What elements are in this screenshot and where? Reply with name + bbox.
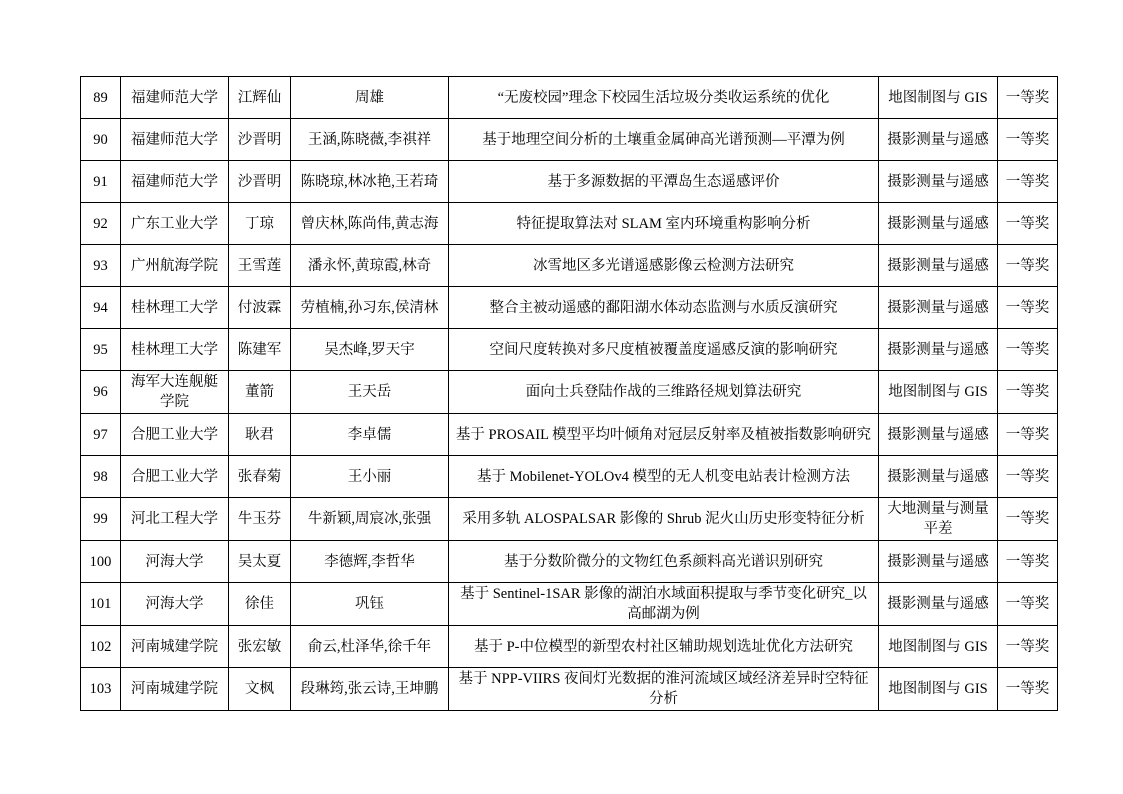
cell-award-level: 一等奖 [998, 541, 1058, 583]
table-row [81, 77, 1058, 119]
table-row [81, 119, 1058, 161]
cell-project-title: 空间尺度转换对多尺度植被覆盖度遥感反演的影响研究 [449, 329, 879, 371]
cell-entry-number: 94 [81, 287, 121, 329]
cell-award-level: 一等奖 [998, 77, 1058, 119]
cell-entry-number: 96 [81, 371, 121, 414]
cell-school-name: 合肥工业大学 [121, 414, 229, 456]
table-row [81, 203, 1058, 245]
cell-entry-number: 103 [81, 668, 121, 711]
cell-student-names: 吴杰峰,罗天宇 [291, 329, 449, 371]
cell-student-names: 段琳筠,张云诗,王坤鹏 [291, 668, 449, 711]
cell-school-name: 福建师范大学 [121, 161, 229, 203]
cell-award-level: 一等奖 [998, 329, 1058, 371]
cell-competition-category: 摄影测量与遥感 [879, 456, 998, 498]
cell-award-level: 一等奖 [998, 498, 1058, 541]
cell-competition-category: 摄影测量与遥感 [879, 161, 998, 203]
cell-school-name: 广东工业大学 [121, 203, 229, 245]
cell-advisor-name: 丁琼 [229, 203, 291, 245]
cell-advisor-name: 文枫 [229, 668, 291, 711]
cell-project-title: 冰雪地区多光谱遥感影像云检测方法研究 [449, 245, 879, 287]
cell-award-level: 一等奖 [998, 414, 1058, 456]
cell-award-level: 一等奖 [998, 245, 1058, 287]
cell-entry-number: 101 [81, 583, 121, 626]
cell-award-level: 一等奖 [998, 668, 1058, 711]
cell-competition-category: 摄影测量与遥感 [879, 287, 998, 329]
cell-project-title: 基于多源数据的平潭岛生态遥感评价 [449, 161, 879, 203]
cell-project-title: 整合主被动遥感的鄱阳湖水体动态监测与水质反演研究 [449, 287, 879, 329]
cell-award-level: 一等奖 [998, 371, 1058, 414]
cell-advisor-name: 陈建军 [229, 329, 291, 371]
cell-competition-category: 地图制图与 GIS [879, 371, 998, 414]
cell-entry-number: 95 [81, 329, 121, 371]
cell-entry-number: 92 [81, 203, 121, 245]
cell-entry-number: 98 [81, 456, 121, 498]
table-row [81, 287, 1058, 329]
cell-advisor-name: 徐佳 [229, 583, 291, 626]
cell-school-name: 河海大学 [121, 583, 229, 626]
cell-student-names: 俞云,杜泽华,徐千年 [291, 626, 449, 668]
cell-student-names: 潘永怀,黄琼霞,林奇 [291, 245, 449, 287]
cell-school-name: 河北工程大学 [121, 498, 229, 541]
cell-entry-number: 91 [81, 161, 121, 203]
cell-advisor-name: 耿君 [229, 414, 291, 456]
cell-project-title: 特征提取算法对 SLAM 室内环境重构影响分析 [449, 203, 879, 245]
document-page [80, 76, 1058, 711]
cell-entry-number: 89 [81, 77, 121, 119]
cell-competition-category: 地图制图与 GIS [879, 626, 998, 668]
cell-school-name: 河南城建学院 [121, 626, 229, 668]
awards-table [80, 76, 1058, 711]
table-row [81, 371, 1058, 414]
cell-project-title: 基于地理空间分析的土壤重金属砷高光谱预测—平潭为例 [449, 119, 879, 161]
cell-project-title: 基于 Mobilenet-YOLOv4 模型的无人机变电站表计检测方法 [449, 456, 879, 498]
cell-award-level: 一等奖 [998, 626, 1058, 668]
cell-project-title: “无废校园”理念下校园生活垃圾分类收运系统的优化 [449, 77, 879, 119]
cell-award-level: 一等奖 [998, 287, 1058, 329]
cell-student-names: 劳植楠,孙习东,侯清林 [291, 287, 449, 329]
cell-student-names: 周雄 [291, 77, 449, 119]
cell-entry-number: 90 [81, 119, 121, 161]
table-row [81, 541, 1058, 583]
cell-student-names: 王天岳 [291, 371, 449, 414]
cell-competition-category: 摄影测量与遥感 [879, 203, 998, 245]
cell-student-names: 牛新颖,周宸冰,张强 [291, 498, 449, 541]
cell-project-title: 基于 NPP-VIIRS 夜间灯光数据的淮河流域区域经济差异时空特征分析 [449, 668, 879, 711]
cell-advisor-name: 牛玉芬 [229, 498, 291, 541]
cell-entry-number: 93 [81, 245, 121, 287]
cell-competition-category: 摄影测量与遥感 [879, 329, 998, 371]
table-row [81, 456, 1058, 498]
cell-entry-number: 97 [81, 414, 121, 456]
cell-advisor-name: 张宏敏 [229, 626, 291, 668]
table-row [81, 414, 1058, 456]
cell-advisor-name: 张春菊 [229, 456, 291, 498]
cell-student-names: 曾庆林,陈尚伟,黄志海 [291, 203, 449, 245]
cell-entry-number: 100 [81, 541, 121, 583]
cell-advisor-name: 董箭 [229, 371, 291, 414]
cell-award-level: 一等奖 [998, 161, 1058, 203]
cell-school-name: 河南城建学院 [121, 668, 229, 711]
cell-project-title: 基于分数阶微分的文物红色系颜料高光谱识别研究 [449, 541, 879, 583]
cell-school-name: 福建师范大学 [121, 77, 229, 119]
table-row [81, 626, 1058, 668]
cell-competition-category: 摄影测量与遥感 [879, 414, 998, 456]
cell-school-name: 合肥工业大学 [121, 456, 229, 498]
cell-project-title: 面向士兵登陆作战的三维路径规划算法研究 [449, 371, 879, 414]
cell-student-names: 陈晓琼,林冰艳,王若琦 [291, 161, 449, 203]
cell-student-names: 巩钰 [291, 583, 449, 626]
cell-award-level: 一等奖 [998, 203, 1058, 245]
cell-competition-category: 摄影测量与遥感 [879, 119, 998, 161]
cell-competition-category: 地图制图与 GIS [879, 77, 998, 119]
cell-award-level: 一等奖 [998, 583, 1058, 626]
cell-competition-category: 摄影测量与遥感 [879, 541, 998, 583]
cell-project-title: 基于 P-中位模型的新型农村社区辅助规划选址优化方法研究 [449, 626, 879, 668]
cell-student-names: 李德辉,李哲华 [291, 541, 449, 583]
cell-advisor-name: 付波霖 [229, 287, 291, 329]
cell-student-names: 李卓儒 [291, 414, 449, 456]
cell-project-title: 基于 Sentinel-1SAR 影像的湖泊水域面积提取与季节变化研究_以高邮湖为例 [449, 583, 879, 626]
cell-competition-category: 摄影测量与遥感 [879, 245, 998, 287]
cell-school-name: 河海大学 [121, 541, 229, 583]
cell-advisor-name: 沙晋明 [229, 119, 291, 161]
cell-entry-number: 99 [81, 498, 121, 541]
cell-school-name: 海军大连舰艇学院 [121, 371, 229, 414]
cell-advisor-name: 沙晋明 [229, 161, 291, 203]
table-row [81, 329, 1058, 371]
cell-competition-category: 地图制图与 GIS [879, 668, 998, 711]
cell-school-name: 桂林理工大学 [121, 329, 229, 371]
cell-advisor-name: 吴太夏 [229, 541, 291, 583]
cell-student-names: 王小丽 [291, 456, 449, 498]
cell-advisor-name: 王雪莲 [229, 245, 291, 287]
cell-advisor-name: 江辉仙 [229, 77, 291, 119]
cell-student-names: 王涵,陈晓薇,李祺祥 [291, 119, 449, 161]
table-row [81, 668, 1058, 711]
table-row [81, 498, 1058, 541]
awards-table-body [81, 77, 1058, 711]
cell-award-level: 一等奖 [998, 119, 1058, 161]
table-row [81, 245, 1058, 287]
table-row [81, 161, 1058, 203]
cell-competition-category: 摄影测量与遥感 [879, 583, 998, 626]
cell-competition-category: 大地测量与测量平差 [879, 498, 998, 541]
cell-school-name: 广州航海学院 [121, 245, 229, 287]
cell-entry-number: 102 [81, 626, 121, 668]
table-row [81, 583, 1058, 626]
cell-award-level: 一等奖 [998, 456, 1058, 498]
cell-school-name: 桂林理工大学 [121, 287, 229, 329]
cell-project-title: 基于 PROSAIL 模型平均叶倾角对冠层反射率及植被指数影响研究 [449, 414, 879, 456]
cell-school-name: 福建师范大学 [121, 119, 229, 161]
cell-project-title: 采用多轨 ALOSPALSAR 影像的 Shrub 泥火山历史形变特征分析 [449, 498, 879, 541]
